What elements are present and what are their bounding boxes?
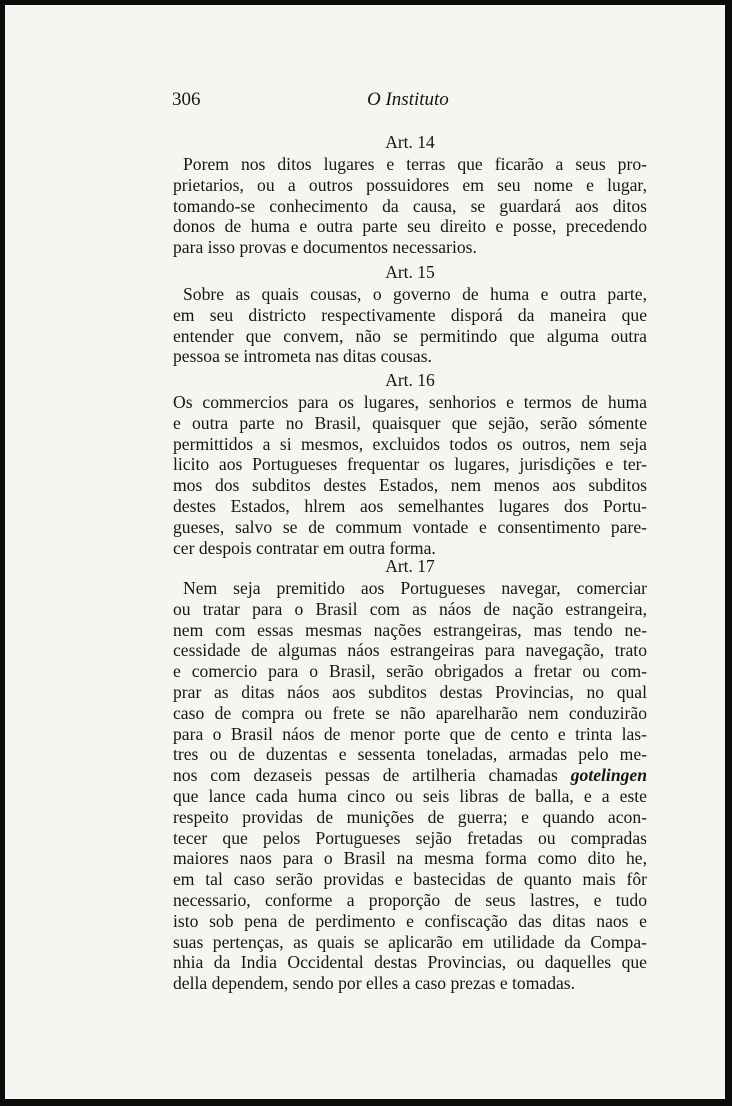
text-line: permittidos a si mesmos, excluidos todos os outros, nem seja: [173, 433, 647, 454]
text-line: ou tratar para o Brasil com as náos de nação estrangeira,: [173, 598, 647, 619]
text-line: e outra parte no Brasil, quaisquer que sejão, serão sómente: [173, 412, 647, 433]
text-line: cessidade de algumas náos estrangeiras para navegação, trato: [173, 640, 647, 661]
text-line: em seu districto respectivamente disporá da maneira que: [173, 304, 647, 325]
text-line: tres ou de duzentas e sessenta toneladas, armadas pelo me-: [173, 744, 647, 765]
text-line: nem com essas mesmas nações estrangeiras, mas tendo ne-: [173, 619, 647, 640]
text-line: para o Brasil náos de menor porte que de cento e trinta las-: [173, 723, 647, 744]
text-line: suas pertenças, as quais se aplicarão em utilidade da Compa-: [173, 931, 647, 952]
running-title: O Instituto: [367, 89, 449, 110]
article-16: [173, 369, 647, 558]
article-text: [173, 154, 647, 258]
text-line: para isso provas e documentos necessarios.: [173, 237, 477, 258]
text-line-with-emphasis: [173, 765, 647, 786]
text-line: Sobre as quais cousas, o governo de huma e outra parte,: [183, 284, 647, 304]
emphasized-term: gotelingen: [570, 765, 647, 786]
text-line: prietarios, ou a outros possuidores em seu nome e lugar,: [173, 174, 647, 195]
text-segment: nos com dezaseis pessas de artilheria chamadas: [173, 765, 558, 786]
article-17: [173, 555, 647, 994]
text-line: donos de huma e outra parte seu direito e posse, precedendo: [173, 216, 647, 237]
text-line: prar as ditas náos aos subditos destas Provincias, no qual: [173, 681, 647, 702]
text-line: nhia da India Occidental destas Provincias, ou daquelles que: [173, 952, 647, 973]
text-line: maiores naos para o Brasil na mesma forma como dito he,: [173, 848, 647, 869]
article-heading: Art. 14: [385, 132, 435, 152]
article-15: [173, 261, 647, 367]
article-heading: Art. 16: [385, 370, 435, 390]
text-line: e comercio para o Brasil, serão obrigados a fretar ou com-: [173, 661, 647, 682]
article-heading: Art. 15: [385, 262, 435, 282]
article-14: [173, 131, 647, 258]
text-line: em tal caso serão providas e bastecidas de quanto mais fôr: [173, 869, 647, 890]
page-number: 306: [172, 89, 201, 110]
text-line: destes Estados, hlrem aos semelhantes lugares dos Portu-: [173, 495, 647, 516]
text-line: mos dos subditos destes Estados, nem menos aos subditos: [173, 475, 647, 496]
text-line: Os commercios para os lugares, senhorios e termos de huma: [173, 392, 647, 412]
text-line: tecer que pelos Portugueses sejão fretadas ou compradas: [173, 827, 647, 848]
text-line: pessoa se intrometa nas ditas cousas.: [173, 346, 432, 367]
article-heading: Art. 17: [385, 556, 435, 576]
article-text: [173, 578, 647, 994]
text-line: entender que convem, não se permitindo que alguma outra: [173, 325, 647, 346]
book-page: [5, 5, 725, 1099]
text-line: necessario, conforme a proporção de seus lastres, e tudo: [173, 889, 647, 910]
text-line: Nem seja premitido aos Portugueses navegar, comerciar: [183, 578, 647, 598]
text-line: Porem nos ditos lugares e terras que ficarão a seus pro-: [183, 154, 647, 174]
text-line: caso de compra ou frete se não aparelharão nem conduzirão: [173, 702, 647, 723]
text-line: que lance cada huma cinco ou seis libras de balla, e a este: [173, 785, 647, 806]
article-text: [173, 392, 647, 558]
text-line: gueses, salvo se de commum vontade e consentimento pare-: [173, 516, 647, 537]
article-text: [173, 284, 647, 367]
text-line: respeito providas de munições de guerra; e quando acon-: [173, 806, 647, 827]
text-line: tomando-se conhecimento da causa, se guardará aos ditos: [173, 195, 647, 216]
text-line: licito aos Portugueses frequentar os lugares, jurisdições e ter-: [173, 454, 647, 475]
text-line: cer despois contratar em outra forma.: [173, 537, 436, 558]
text-line: isto sob pena de perdimento e confiscação das ditas naos e: [173, 910, 647, 931]
text-line: della dependem, sendo por elles a caso prezas e tomadas.: [173, 973, 576, 994]
